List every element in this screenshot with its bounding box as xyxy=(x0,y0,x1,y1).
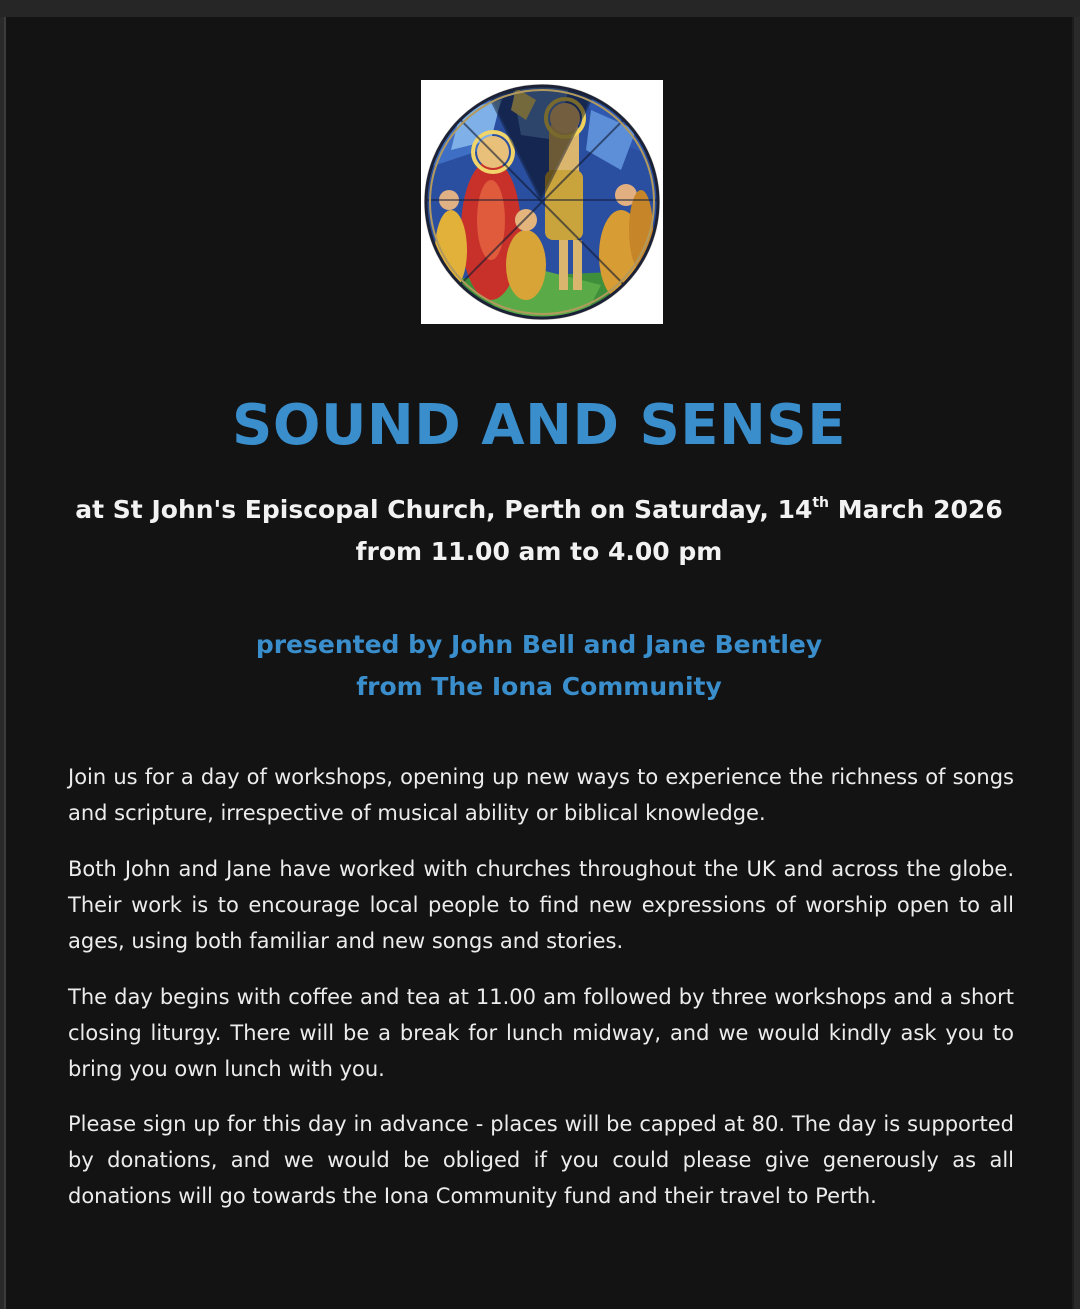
stained-glass-window-icon xyxy=(421,80,663,324)
venue-date-text: at St John's Episcopal Church, Perth on Saturday, 14 xyxy=(75,495,813,524)
venue-date-line xyxy=(6,493,1072,527)
signup-paragraph: Please sign up for this day in advance - places will be capped at 80. The day is supported by donations, and we would be obliged if you could please give generously as all donations will go towards the Iona Community fund and their travel to Perth. xyxy=(68,1112,1014,1208)
community-line: from The Iona Community xyxy=(356,672,722,701)
intro-paragraph: Join us for a day of workshops, opening up new ways to experience the richness of songs and scripture, irrespective of musical ability or biblical knowledge. xyxy=(68,765,1014,825)
presenters-paragraph: Both John and Jane have worked with churches throughout the UK and across the globe. Their work is to encourage local people to find new expressions of worship open to all ages, using both familiar and new songs and stories. xyxy=(68,857,1014,953)
window-top-bar xyxy=(0,0,1080,17)
venue-date-month: March 2026 xyxy=(829,495,1003,524)
presenters-line: presented by John Bell and Jane Bentley xyxy=(255,630,823,659)
schedule-paragraph: The day begins with coffee and tea at 11.00 am followed by three workshops and a short closing liturgy. There will be a break for lunch midway, and we would kindly ask you to bring you own lunch with you. xyxy=(68,985,1014,1081)
event-title: SOUND AND SENSE xyxy=(232,393,846,458)
date-ordinal-suffix: th xyxy=(812,495,830,511)
time-line: from 11.00 am to 4.00 pm xyxy=(355,537,723,566)
document-page xyxy=(4,17,1074,1309)
